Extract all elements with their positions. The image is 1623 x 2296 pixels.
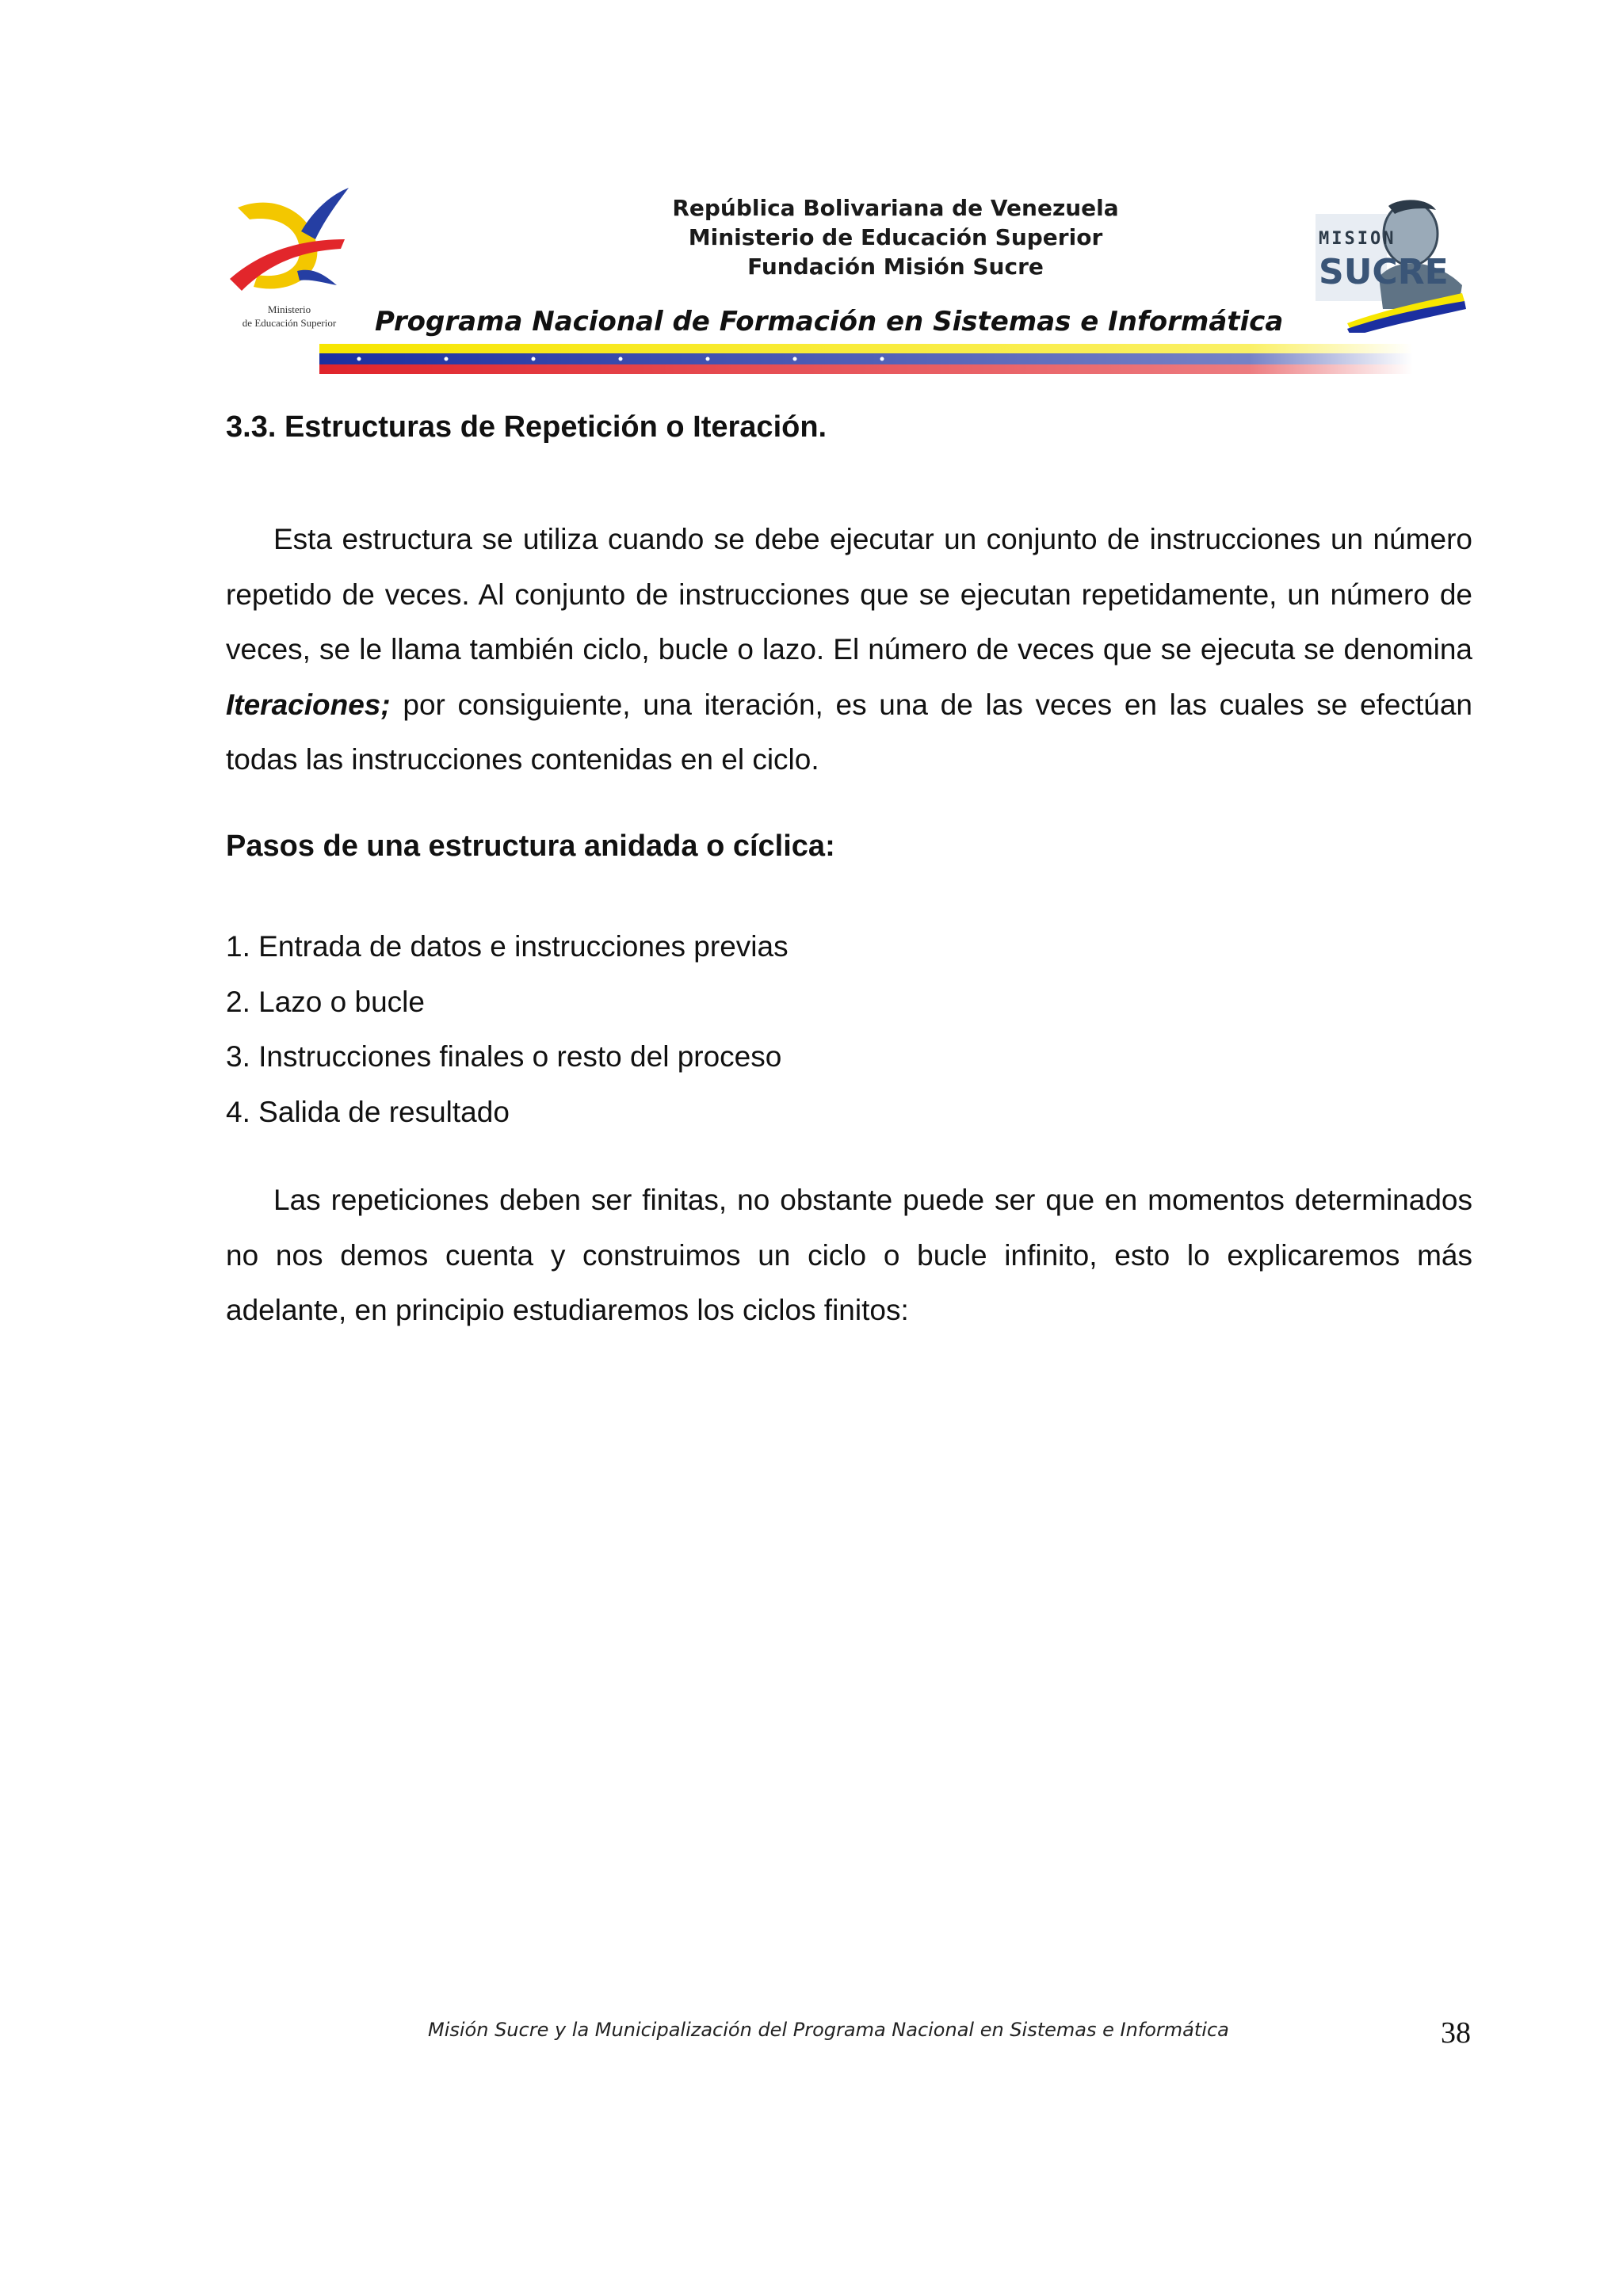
mision-sucre-logo-icon [1316,190,1474,333]
list-item: 1. Entrada de datos e instrucciones previas [226,930,789,963]
steps-heading: Pasos de una estructura anidada o cíclica: [226,830,835,863]
section-heading: 3.3. Estructuras de Repetición o Iteración. [226,410,827,444]
ministry-caption [222,303,357,330]
steps-list [226,919,789,1139]
header-line-foundation: Fundación Misión Sucre [747,254,1044,280]
page-number: 38 [1441,2016,1471,2050]
header-institution-lines [586,193,1205,281]
closing-paragraph [226,1173,1472,1338]
program-title: Programa Nacional de Formación en Sistemas e Informática [375,306,1284,338]
mision-sucre-logo [1316,190,1474,333]
ministry-logo [222,184,365,342]
list-item: 4. Salida de resultado [226,1095,510,1128]
header-line-ministry: Ministerio de Educación Superior [688,224,1103,250]
flag-stripes-icon [319,344,1413,376]
ministry-logo-icon [222,184,357,303]
list-item: 3. Instrucciones finales o resto del proceso [226,1040,782,1073]
footer-text: Misión Sucre y la Municipalización del Programa Nacional en Sistemas e Informática [428,2019,1229,2041]
logo-text-sucre: SUCRE [1319,252,1449,292]
header-line-republic: República Bolivariana de Venezuela [672,195,1119,221]
closing-text: Las repeticiones deben ser finitas, no obstante puede ser que en momentos determinados no nos demos cuenta y construimos un ciclo o bucle infinito, esto lo explicaremos más adelante, en principio estudiaremos los ciclos finitos: [226,1184,1472,1326]
logo-text-mision: MISION [1319,229,1396,249]
ministry-caption-line2: de Educación Superior [242,317,337,329]
intro-paragraph [226,512,1472,788]
iteraciones-term: Iteraciones; [226,688,391,721]
venezuela-flag-bar [319,344,1413,376]
list-item: 2. Lazo o bucle [226,985,425,1018]
intro-text-before: Esta estructura se utiliza cuando se debe ejecutar un conjunto de instrucciones un número repetido de veces. Al conjunto de instrucciones que se ejecutan repetidamente, un número de veces, se le llama también ciclo, bucle o lazo. El número de veces que se ejecuta se denomina [226,523,1472,666]
ministry-caption-line1: Ministerio [267,303,311,315]
intro-text-after: por consiguiente, una iteración, es una de las veces en las cuales se efectúan todas las instrucciones contenidas en el ciclo. [226,688,1472,776]
